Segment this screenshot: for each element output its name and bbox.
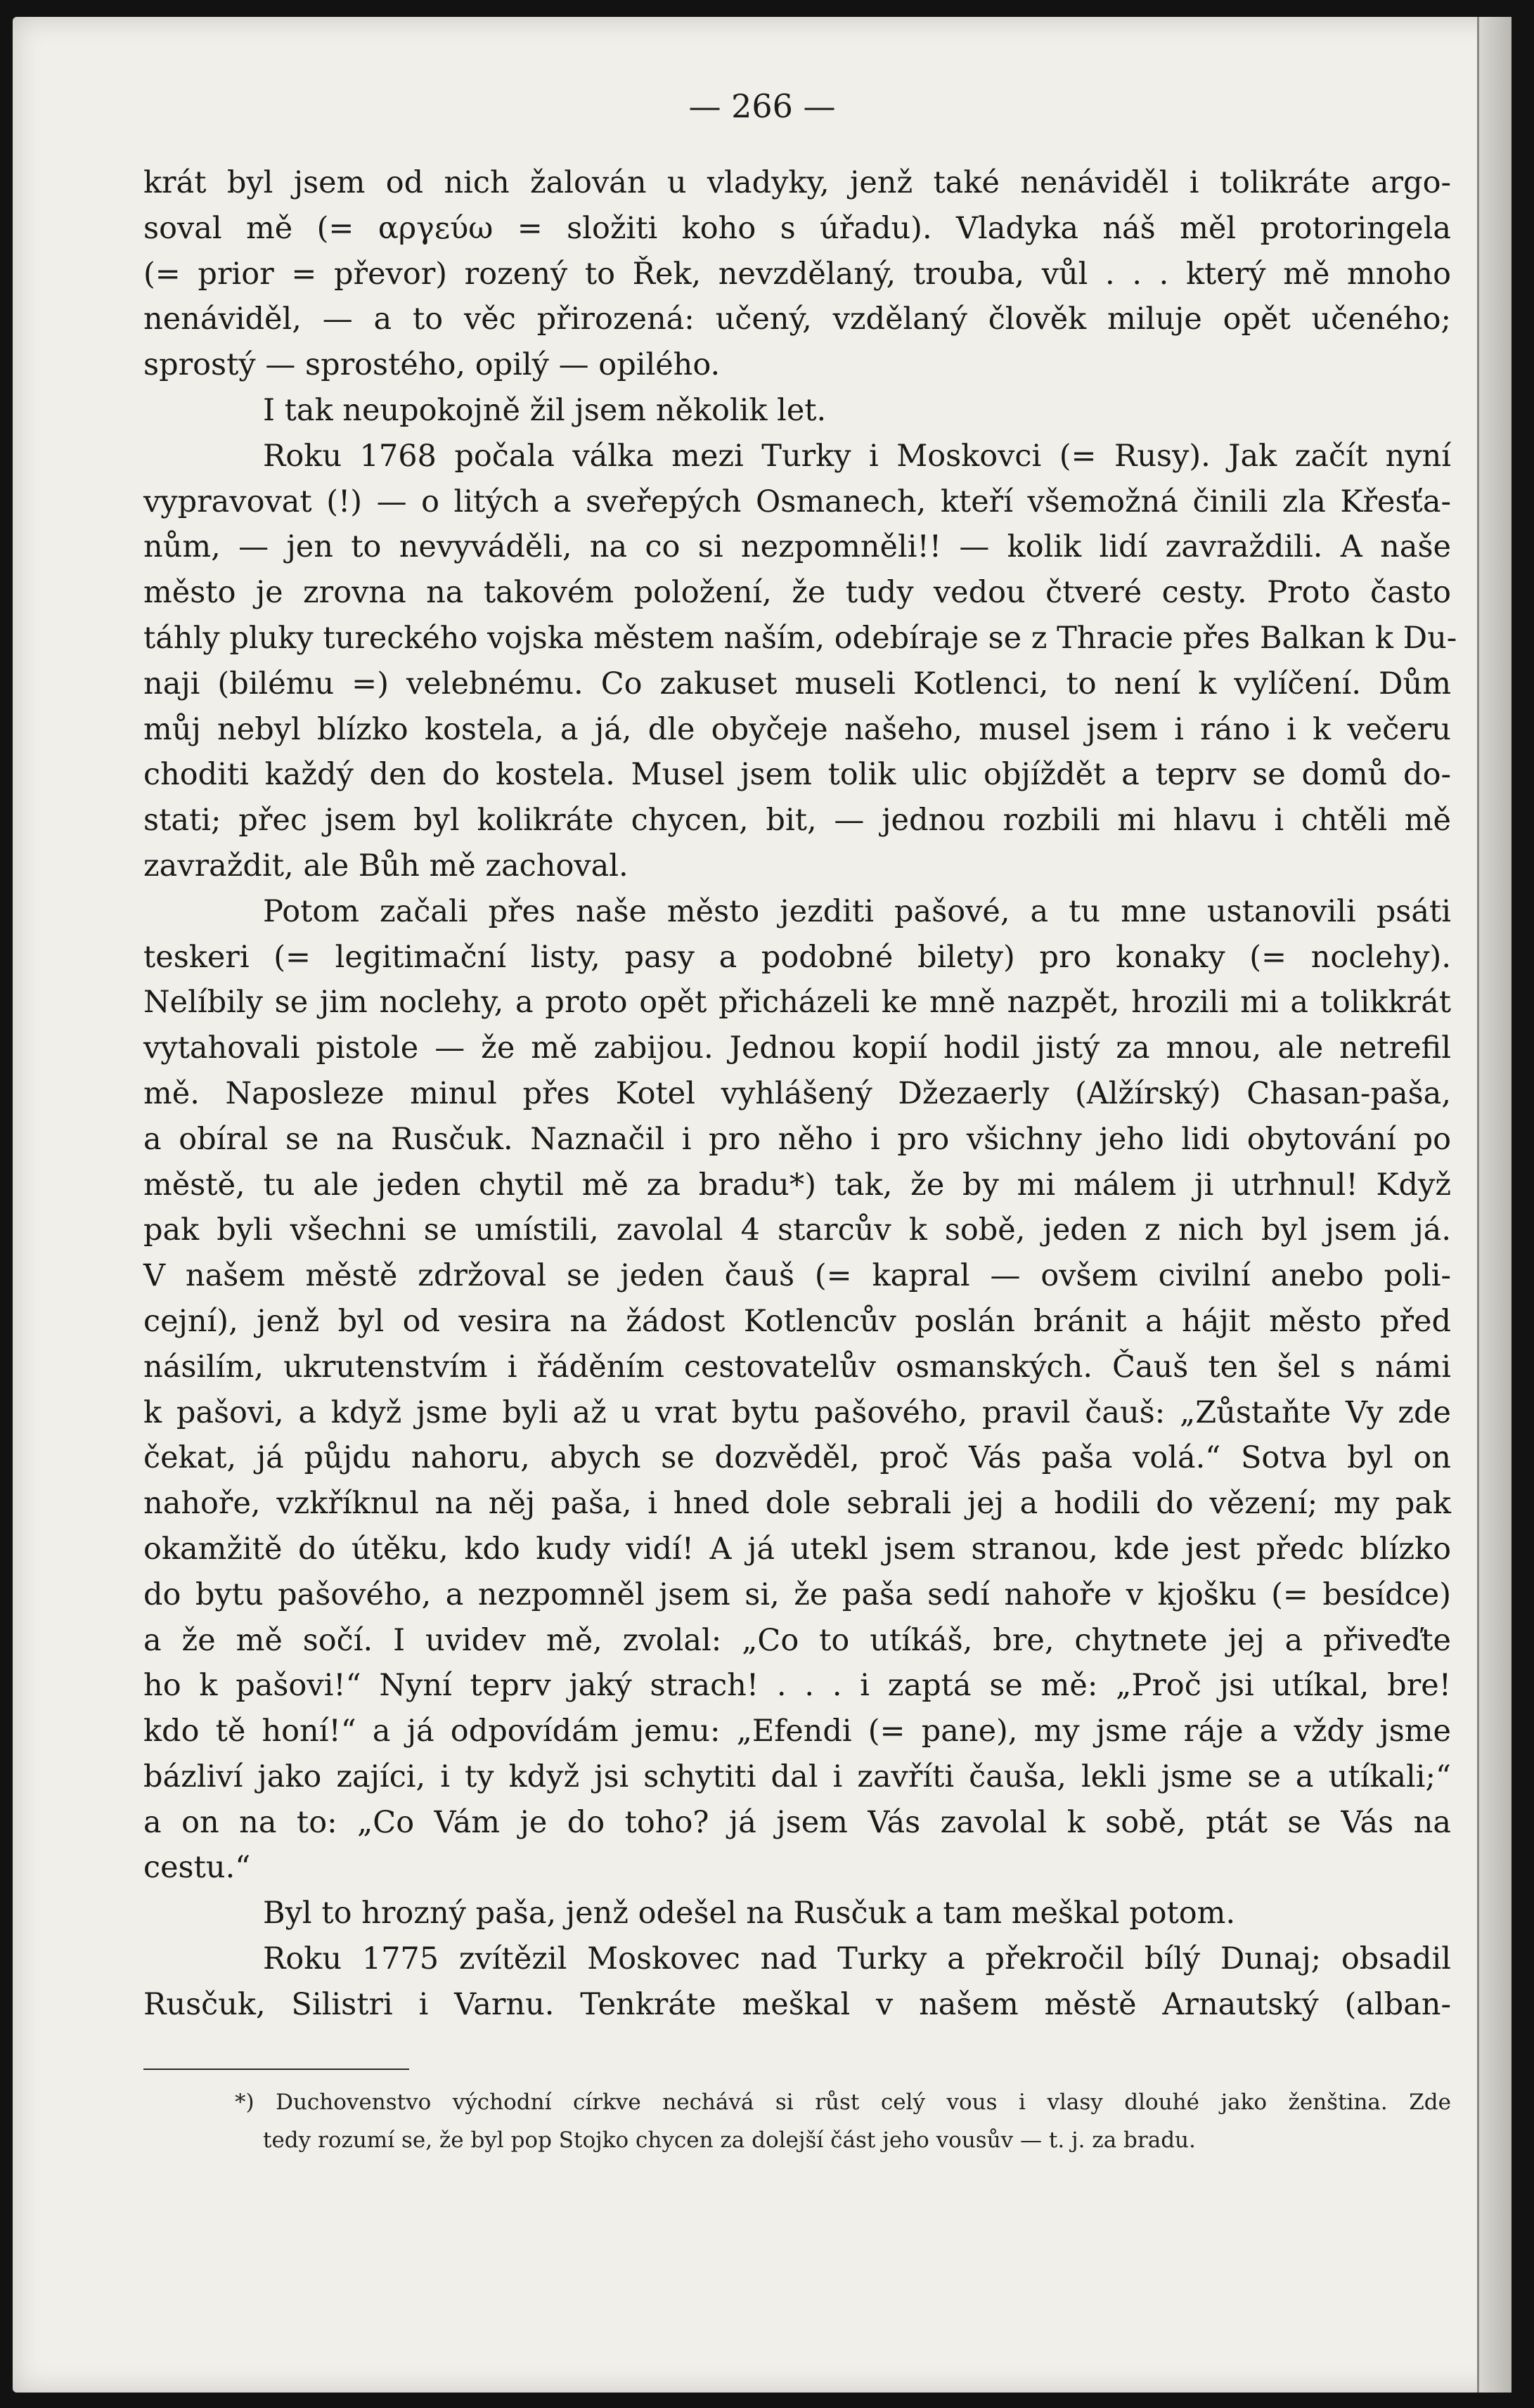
text-line: Potom začali přes naše město jezditi pašové, a tu mne ustanovili psáti <box>263 893 1451 929</box>
text-line: teskeri (= legitimační listy, pasy a podobné bilety) pro konaky (= noclehy). <box>143 939 1451 975</box>
text-line: vytahovali pistole — že mě zabijou. Jednou kopií hodil jistý za mnou, ale netrefil <box>143 1030 1451 1066</box>
text-line: Nelíbily se jim noclehy, a proto opět přicházeli ke mně nazpět, hrozili mi a tolikkrát <box>143 985 1451 1021</box>
text-line: nům, — jen to nevyváděli, na co si nezpomněli!! — kolik lidí zavraždili. A naše <box>143 529 1451 565</box>
body-text <box>143 160 1457 2028</box>
text-line: město je zrovna na takovém položení, že tudy vedou čtveré cesty. Proto často <box>143 575 1451 611</box>
text-line: V našem městě zdržoval se jeden čauš (= kapral — ovšem civilní anebo poli- <box>143 1258 1451 1294</box>
text-line: do bytu pašového, a nezpomněl jsem si, že paša sedí nahoře v kjošku (= besídce) <box>143 1577 1451 1612</box>
text-line: a obíral se na Rusčuk. Naznačil i pro něho i pro všichny jeho lidi obytování po <box>143 1121 1451 1157</box>
text-line: k pašovi, a když jsme byli až u vrat bytu pašového, pravil čauš: „Zůstaňte Vy zde <box>143 1394 1451 1430</box>
text-line: násilím, ukrutenstvím i řáděním cestovatelův osmanských. Čauš ten šel s námi <box>143 1349 1451 1385</box>
text-line: Rusčuk, Silistri i Varnu. Tenkráte meškal v našem městě Arnautský (alban- <box>143 1986 1451 2022</box>
text-line: sprostý — sprostého, opilý — opilého. <box>143 347 721 383</box>
text-line: mě. Naposleze minul přes Kotel vyhlášený Džezaerly (Alžírský) Chasan-paša, <box>143 1075 1451 1111</box>
text-line: naji (bilému =) velebnému. Co zakuset museli Kotlenci, to není k vylíčení. Dům <box>143 666 1451 701</box>
text-line: okamžitě do útěku, kdo kudy vidí! A já utekl jsem stranou, kde jest předc blízko <box>143 1531 1451 1567</box>
text-line: a on na to: „Co Vám je do toho? já jsem Vás zavolal k sobě, ptát se Vás na <box>143 1804 1451 1840</box>
text-line: stati; přec jsem byl kolikráte chycen, bit, — jednou rozbili mi hlavu i chtěli mě <box>143 803 1451 839</box>
text-line: pak byli všechni se umístili, zavolal 4 starcův k sobě, jeden z nich byl jsem já. <box>143 1212 1451 1248</box>
text-line: čekat, já půjdu nahoru, abych se dozvěděl, proč Vás paša volá.“ Sotva byl on <box>143 1440 1451 1476</box>
footnote-line: tedy rozumí se, že byl pop Stojko chycen za dolejší část jeho vousův — t. j. za bradu. <box>263 2128 1196 2153</box>
text-line: cejní), jenž byl od vesira na žádost Kotlencův poslán bránit a hájit město před <box>143 1303 1451 1339</box>
text-line: a že mě sočí. I uvidev mě, zvolal: „Co to utíkáš, bre, chytnete jej a přiveďte <box>143 1622 1451 1658</box>
text-line: městě, tu ale jeden chytil mě za bradu*) tak, že by mi málem ji utrhnul! Když <box>143 1167 1451 1203</box>
page-edge <box>1477 17 1512 2393</box>
text-line: I tak neupokojně žil jsem několik let. <box>263 392 827 428</box>
text-line: cestu.“ <box>143 1850 251 1886</box>
text-line: nahoře, vzkříknul na něj paša, i hned dole sebrali jej a hodili do vězení; my pak <box>143 1486 1451 1522</box>
text-line: Byl to hrozný paša, jenž odešel na Rusčuk a tam meškal potom. <box>263 1896 1236 1931</box>
text-line: Roku 1768 počala válka mezi Turky i Moskovci (= Rusy). Jak začít nyní <box>263 438 1451 474</box>
page-number: — 266 — <box>688 87 836 125</box>
book-page <box>13 17 1512 2393</box>
text-line: kdo tě honí!“ a já odpovídám jemu: „Efendi (= pane), my jsme ráje a vždy jsme <box>143 1714 1451 1749</box>
text-line: (= prior = převor) rozený to Řek, nevzdělaný, trouba, vůl . . . který mě mnoho <box>143 256 1451 292</box>
text-line: vypravovat (!) — o litých a sveřepých Osmanech, kteří všemožná činili zla Křesťa- <box>143 484 1451 519</box>
text-line: Roku 1775 zvítězil Moskovec nad Turky a překročil bílý Dunaj; obsadil <box>263 1941 1451 1977</box>
text-line: krát byl jsem od nich žalován u vladyky, jenž také nenáviděl i tolikráte argo- <box>143 165 1451 200</box>
text-line: choditi každý den do kostela. Musel jsem tolik ulic objíždět a teprv se domů do- <box>143 757 1451 793</box>
footnote-line: *) Duchovenstvo východní církve nechává si růst celý vous i vlasy dlouhé jako ženština. Zde <box>235 2090 1451 2115</box>
text-line: ho k pašovi!“ Nyní teprv jaký strach! . . . i zaptá se mě: „Proč jsi utíkal, bre! <box>143 1668 1451 1704</box>
text-line: táhly pluky tureckého vojska městem naším, odebíraje se z Thracie přes Balkan k Du- <box>143 620 1457 656</box>
text-line: můj nebyl blízko kostela, a já, dle obyčeje našeho, musel jsem i ráno i k večeru <box>143 711 1451 747</box>
footnotes <box>143 2083 1451 2159</box>
text-line: bázliví jako zajíci, i ty když jsi schytiti dal i zavříti čauša, lekli jsme se a utíkali;“ <box>143 1759 1451 1794</box>
text-line: nenáviděl, — a to věc přirozená: učený, vzdělaný člověk miluje opět učeného; <box>143 302 1451 337</box>
text-line: soval mě (= αργεύω = složiti koho s úřadu). Vladyka náš měl protoringela <box>143 210 1451 246</box>
text-line: zavraždit, ale Bůh mě zachoval. <box>143 848 629 883</box>
footnote-rule <box>143 2069 409 2070</box>
